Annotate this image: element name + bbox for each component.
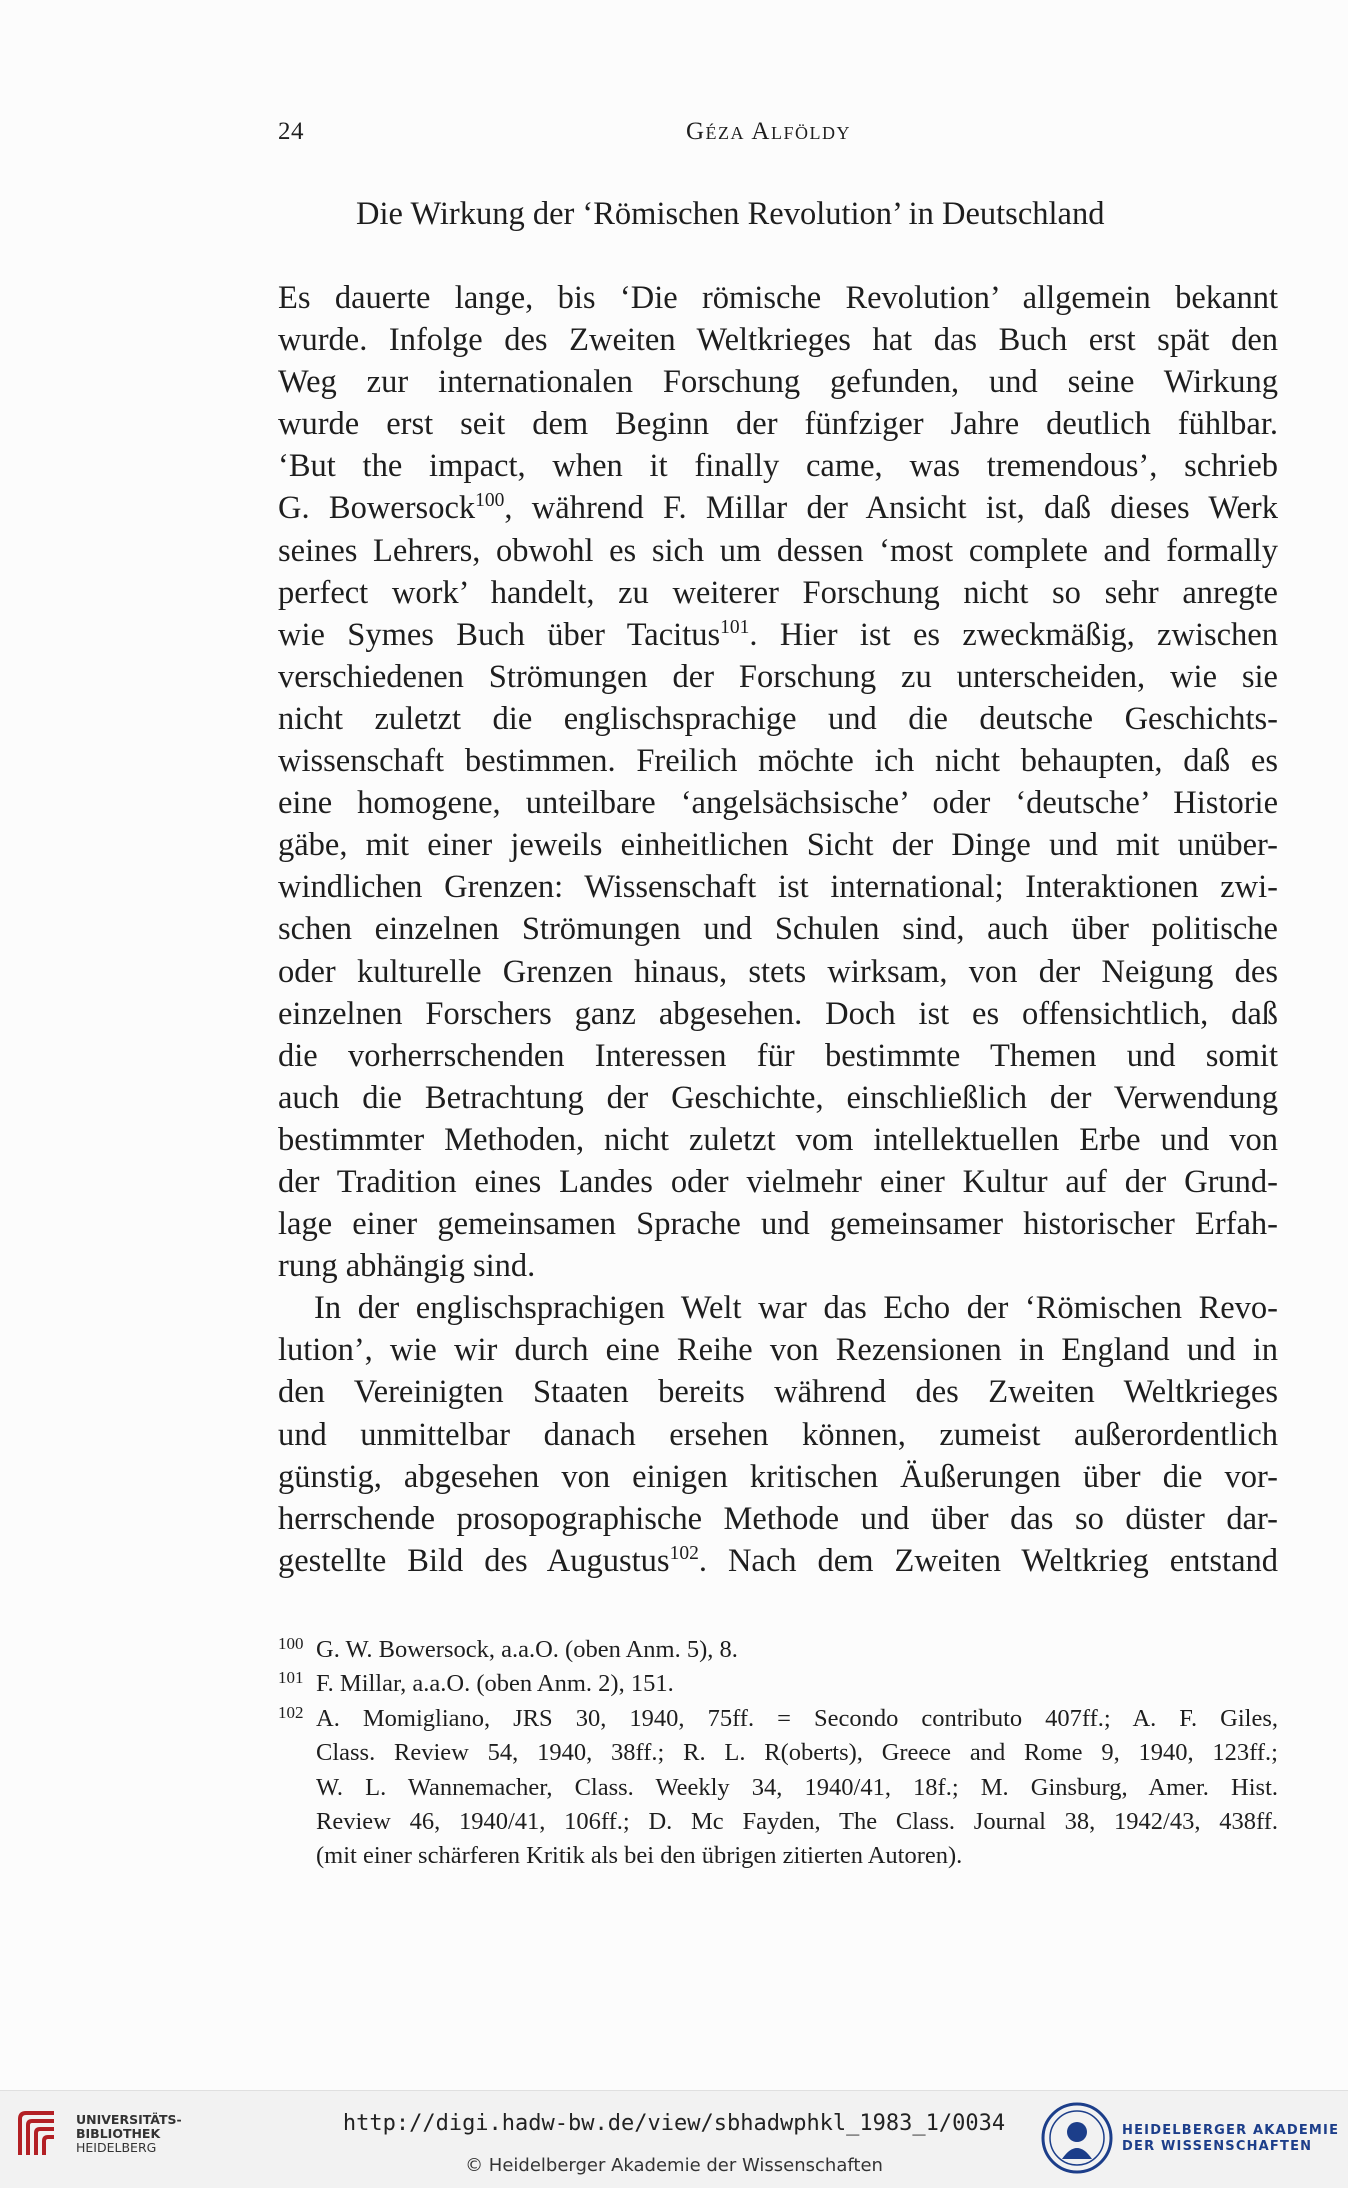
text-segment: ‘But the impact, when it finally came, was tremendous’, schrieb bbox=[278, 448, 1278, 485]
text-segment: lage einer gemeinsamen Sprache und gemeinsamer historischer Erfah- bbox=[278, 1206, 1278, 1243]
text-line bbox=[278, 951, 1278, 993]
text-segment: , während F. Millar der Ansicht ist, daß dieses Werk bbox=[504, 490, 1278, 527]
page-footer bbox=[0, 2090, 1348, 2188]
text-segment: rung abhängig sind. bbox=[278, 1248, 536, 1285]
text-segment: schen einzelnen Strömungen und Schulen sind, auch über politische bbox=[278, 911, 1278, 948]
text-line bbox=[278, 1456, 1278, 1498]
text-line bbox=[278, 319, 1278, 361]
footnote-line: (mit einer schärferen Kritik als bei den übrigen zitierten Autoren). bbox=[316, 1842, 963, 1870]
text-line bbox=[278, 1287, 1278, 1329]
text-segment: und unmittelbar danach ersehen können, zumeist außerordentlich bbox=[278, 1416, 1278, 1453]
footnote-line: G. W. Bowersock, a.a.O. (oben Anm. 5), 8. bbox=[316, 1636, 738, 1663]
text-line bbox=[278, 1119, 1278, 1161]
text-segment: . Nach dem Zweiten Weltkrieg entstand bbox=[698, 1542, 1279, 1579]
text-segment: gestellte Bild des Augustus bbox=[278, 1542, 670, 1579]
text-segment: perfect work’ handelt, zu weiterer Forschung nicht so sehr anregte bbox=[278, 574, 1278, 611]
text-line bbox=[278, 1371, 1278, 1413]
text-segment: gäbe, mit einer jeweils einheitlichen Sicht der Dinge und mit unüber- bbox=[278, 827, 1278, 864]
text-segment: der Tradition eines Landes oder vielmehr einer Kultur auf der Grund- bbox=[278, 1163, 1278, 1200]
footnote-line: Review 46, 1940/41, 106ff.; D. Mc Fayden, The Class. Journal 38, 1942/43, 438ff. bbox=[316, 1807, 1278, 1835]
footnote-line: W. L. Wannemacher, Class. Weekly 34, 1940/41, 18f.; M. Ginsburg, Amer. Hist. bbox=[316, 1773, 1278, 1801]
copyright-notice: © Heidelberger Akademie der Wissenschaften bbox=[465, 2155, 883, 2176]
body-text bbox=[278, 277, 1278, 1582]
text-segment: Es dauerte lange, bis ‘Die römische Revolution’ allgemein bekannt bbox=[278, 280, 1278, 316]
text-segment: günstig, abgesehen von einigen kritischen Äußerungen über die vor- bbox=[278, 1458, 1278, 1495]
text-line bbox=[278, 824, 1278, 866]
library-name-line: HEIDELBERG bbox=[76, 2140, 157, 2155]
text-segment: seines Lehrers, obwohl es sich um dessen ‘most complete and formally bbox=[278, 532, 1278, 569]
text-line bbox=[278, 530, 1278, 572]
text-segment: . Hier ist es zweckmäßig, zwischen bbox=[749, 616, 1278, 653]
footnote-reference[interactable]: 100 bbox=[475, 490, 505, 512]
library-name-line: UNIVERSITÄTS- bbox=[76, 2112, 182, 2127]
text-segment: wissenschaft bestimmen. Freilich möchte ich nicht behaupten, daß es bbox=[278, 743, 1278, 780]
footnote bbox=[278, 1667, 1278, 1701]
text-line bbox=[278, 1161, 1278, 1203]
text-line bbox=[278, 1540, 1278, 1582]
text-line bbox=[278, 866, 1278, 908]
text-line bbox=[278, 698, 1278, 740]
text-line bbox=[278, 277, 1278, 319]
text-line bbox=[278, 656, 1278, 698]
text-segment: G. Bowersock bbox=[278, 490, 476, 527]
text-segment: herrschende prosopographische Methode und über das so düster dar- bbox=[278, 1500, 1278, 1537]
footnote-number: 101 bbox=[278, 1668, 304, 1688]
text-segment: die vorherrschenden Interessen für bestimmte Themen und somit bbox=[278, 1037, 1278, 1074]
footnote-number: 102 bbox=[278, 1702, 304, 1722]
footnote bbox=[278, 1633, 1278, 1667]
text-segment: windlichen Grenzen: Wissenschaft ist international; Interaktionen zwi- bbox=[278, 869, 1278, 906]
text-line bbox=[278, 445, 1278, 487]
text-line bbox=[278, 1329, 1278, 1371]
footnotes bbox=[278, 1633, 1278, 1874]
text-segment: verschiedenen Strömungen der Forschung zu unterscheiden, wie sie bbox=[278, 658, 1278, 695]
text-line bbox=[278, 1498, 1278, 1540]
academy-name-line: DER WISSENSCHAFTEN bbox=[1122, 2139, 1313, 2154]
footnote-reference[interactable]: 102 bbox=[669, 1542, 699, 1564]
text-line bbox=[278, 487, 1278, 529]
text-line bbox=[278, 1035, 1278, 1077]
footnote-reference[interactable]: 101 bbox=[720, 616, 750, 638]
text-segment: wie Symes Buch über Tacitus bbox=[278, 616, 721, 653]
text-line bbox=[278, 1203, 1278, 1245]
text-segment: wurde erst seit dem Beginn der fünfziger Jahre deutlich fühlbar. bbox=[278, 406, 1278, 443]
section-title: Die Wirkung der ‘Römischen Revolution’ in Deutschland bbox=[356, 196, 1105, 232]
page-header bbox=[278, 118, 1278, 158]
text-line bbox=[278, 1414, 1278, 1456]
text-line bbox=[278, 614, 1278, 656]
footnote-line: F. Millar, a.a.O. (oben Anm. 2), 151. bbox=[316, 1670, 674, 1698]
text-line bbox=[278, 1245, 1278, 1287]
text-segment: wurde. Infolge des Zweiten Weltkrieges hat das Buch erst spät den bbox=[278, 322, 1278, 359]
text-segment: Weg zur internationalen Forschung gefunden, und seine Wirkung bbox=[278, 364, 1278, 401]
text-segment: In der englischsprachigen Welt war das Echo der ‘Römischen Revo- bbox=[314, 1290, 1278, 1327]
text-segment: eine homogene, unteilbare ‘angelsächsische’ oder ‘deutsche’ Historie bbox=[278, 785, 1278, 822]
footnote bbox=[278, 1702, 1278, 1874]
footnote-line: A. Momigliano, JRS 30, 1940, 75ff. = Secondo contributo 407ff.; A. F. Giles, bbox=[316, 1704, 1278, 1732]
text-segment: oder kulturelle Grenzen hinaus, stets wirksam, von der Neigung des bbox=[278, 953, 1278, 990]
text-line bbox=[278, 572, 1278, 614]
text-line bbox=[278, 782, 1278, 824]
footnote-number: 100 bbox=[278, 1634, 304, 1653]
text-segment: lution’, wie wir durch eine Reihe von Rezensionen in England und in bbox=[278, 1332, 1278, 1369]
text-segment: bestimmter Methoden, nicht zuletzt vom intellektuellen Erbe und von bbox=[278, 1121, 1278, 1158]
text-segment: nicht zuletzt die englischsprachige und die deutsche Geschichts- bbox=[278, 700, 1278, 737]
permalink-url[interactable]: http://digi.hadw-bw.de/view/sbhadwphkl_1983_1/0034 bbox=[342, 2111, 1006, 2136]
text-segment: den Vereinigten Staaten bereits während des Zweiten Weltkrieges bbox=[278, 1374, 1278, 1411]
text-line bbox=[278, 361, 1278, 403]
footnote-line: Class. Review 54, 1940, 38ff.; R. L. R(oberts), Greece and Rome 9, 1940, 123ff.; bbox=[316, 1739, 1278, 1767]
text-segment: einzelnen Forschers ganz abgesehen. Doch ist es offensichtlich, daß bbox=[278, 995, 1278, 1032]
text-line bbox=[278, 403, 1278, 445]
text-line bbox=[278, 993, 1278, 1035]
academy-name-line: HEIDELBERGER AKADEMIE bbox=[1122, 2123, 1340, 2138]
text-segment: auch die Betrachtung der Geschichte, einschließlich der Verwendung bbox=[278, 1079, 1278, 1116]
text-line bbox=[278, 740, 1278, 782]
text-line bbox=[278, 1077, 1278, 1119]
academy-name bbox=[1122, 2123, 1339, 2155]
page-number: 24 bbox=[278, 118, 304, 145]
library-name-line: BIBLIOTHEK bbox=[76, 2126, 161, 2141]
running-head: Géza Alföldy bbox=[686, 118, 851, 145]
academy-seal-icon bbox=[1040, 2101, 1114, 2175]
text-line bbox=[278, 908, 1278, 950]
